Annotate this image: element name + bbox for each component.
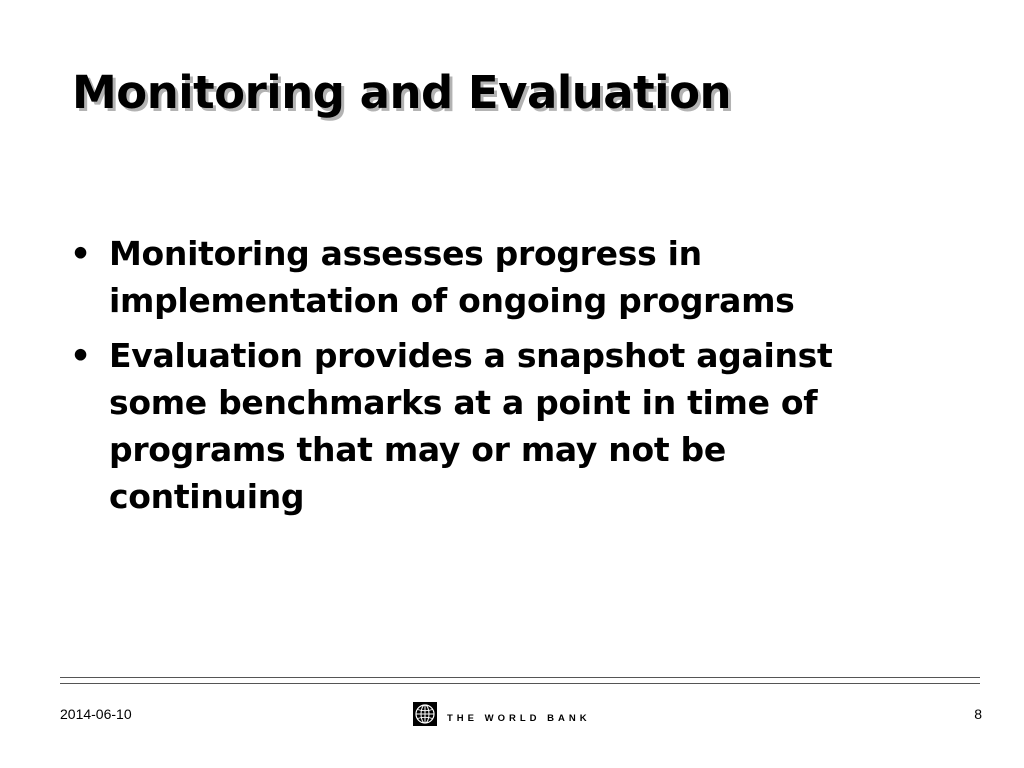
bullet-item bbox=[70, 230, 930, 324]
slide-title: Monitoring and Evaluation bbox=[72, 66, 732, 119]
footer-date: 2014-06-10 bbox=[60, 706, 132, 722]
footer-divider-bottom bbox=[60, 683, 980, 684]
bullet-marker: • bbox=[70, 336, 91, 375]
bullet-marker: • bbox=[70, 234, 91, 273]
bullet-text: Monitoring assesses progress in implementation of ongoing programs bbox=[109, 234, 795, 320]
world-bank-wordmark: THE WORLD BANK bbox=[447, 712, 591, 724]
bullet-list bbox=[70, 230, 930, 528]
bullet-text: Evaluation provides a snapshot against some benchmarks at a point in time of programs that may or may not be continuing bbox=[109, 336, 833, 516]
page-number: 8 bbox=[974, 706, 982, 722]
footer-divider-top bbox=[60, 677, 980, 678]
world-bank-globe-icon bbox=[413, 702, 437, 726]
world-bank-logo bbox=[413, 702, 591, 726]
bullet-item bbox=[70, 332, 930, 520]
